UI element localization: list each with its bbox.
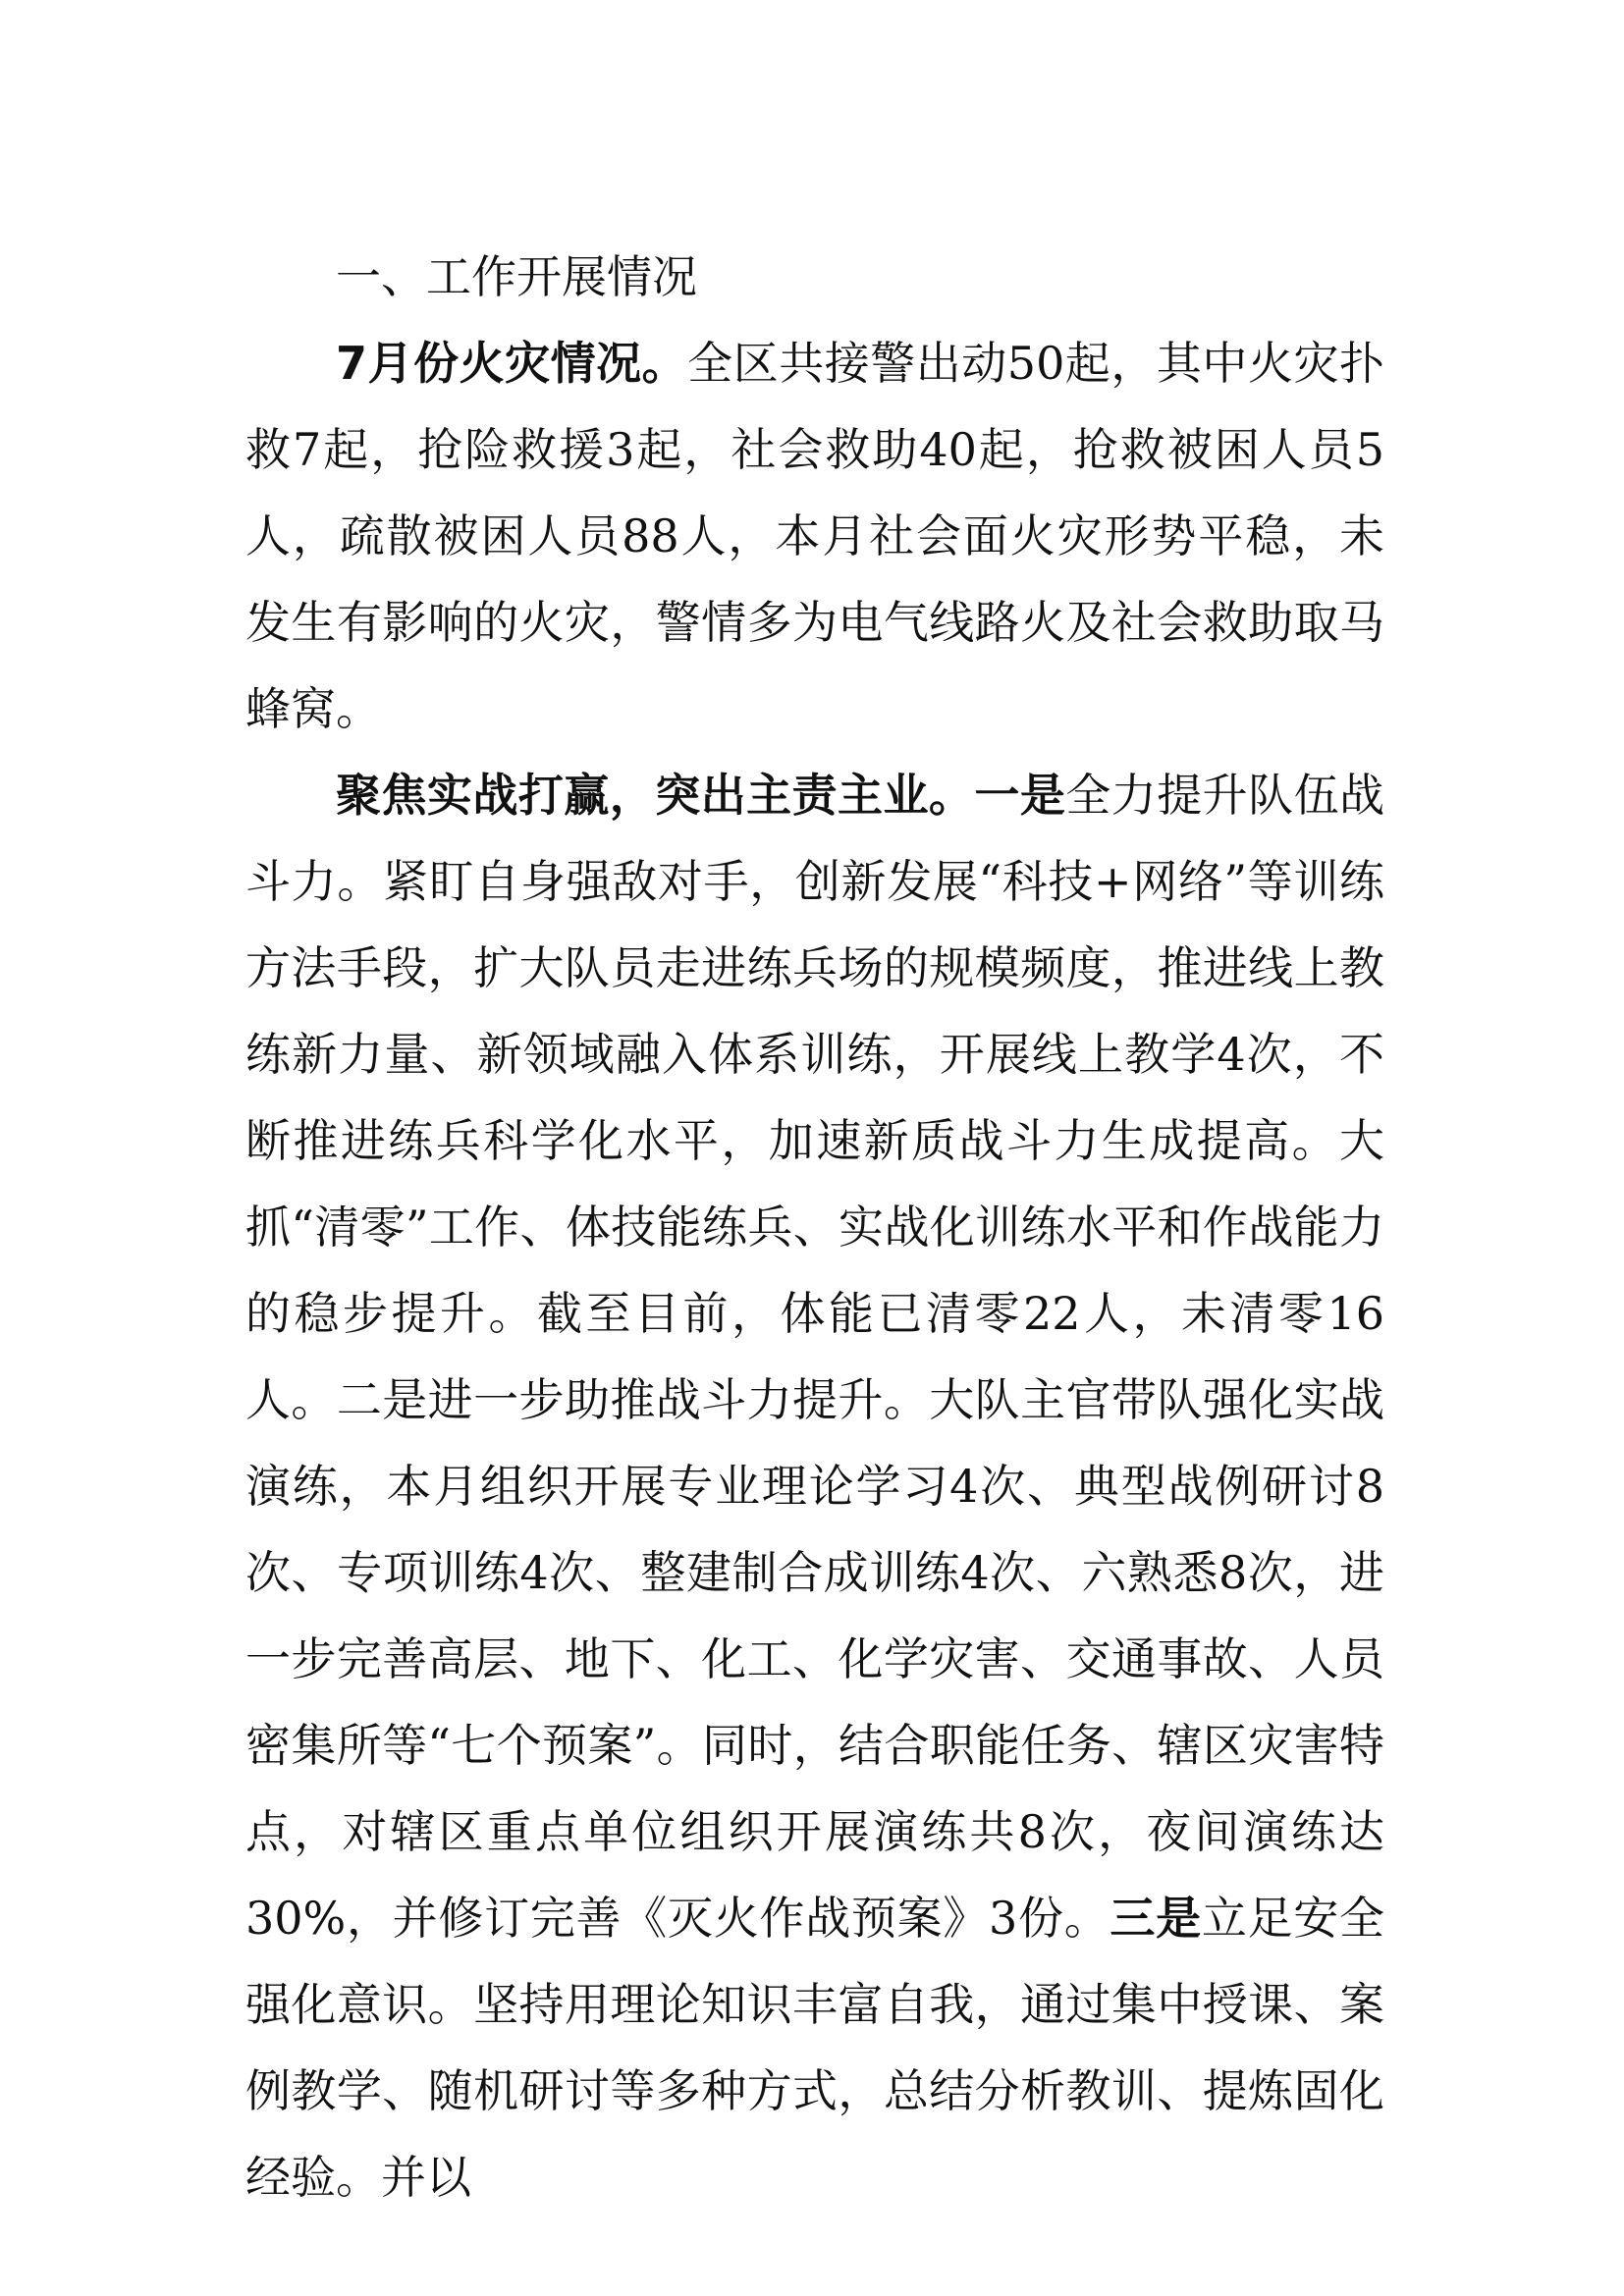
paragraph-text: 全力提升队伍战斗力。紧盯自身强敌对手，创新发展“科技+网络”等训练方法手段，扩大队员走进练兵场的规模频度，推进线上教练新力量、新领域融入体系训练，开展线上教学4次，不断推进练兵科学化水平，加速新质战斗力生成提高。大抓“清零”工作、体技能练兵、实战化训练水平和作战能力的稳步提升。截至目前，体能已清零22人，未清零16人。二是进一步助推战斗力提升。大队主官带队强化实战演练，本月组织开展专业理论学习4次、典型战例研讨8次、专项训练4次、整建制合成训练4次、六熟悉8次，进一步完善高层、地下、化工、化学灾害、交通事故、人员密集所等“七个预案”。同时，结合职能任务、辖区灾害特点，对辖区重点单位组织开展演练共8次，夜间演练达30%，并修订完善《灭火作战预案》3份。: [245, 769, 1385, 1945]
paragraph-combat-readiness: [245, 752, 1384, 2220]
paragraph-fire-situation: [245, 320, 1384, 752]
paragraph-text: 全区共接警出动50起，其中火灾扑救7起，抢险救援3起，社会救助40起，抢救被困人员5人，疏散被困人员88人，本月社会面火灾形势平稳，未发生有影响的火灾，警情多为电气线路火及社会救助取马蜂窝。: [245, 337, 1384, 735]
paragraph-lead: 聚焦实战打赢，突出主责主业。: [336, 769, 975, 822]
document-body: [245, 234, 1384, 2220]
point-label-three: 三是: [1110, 1892, 1202, 1945]
paragraph-text: 立足安全强化意识。坚持用理论知识丰富自我，通过集中授课、案例教学、随机研讨等多种方式，总结分析教训、提炼固化经验。并以: [245, 1892, 1385, 2204]
point-label-one: 一是: [974, 769, 1066, 822]
paragraph-lead: 7月份火灾情况。: [336, 337, 688, 390]
section-heading: 一、工作开展情况: [336, 250, 697, 303]
